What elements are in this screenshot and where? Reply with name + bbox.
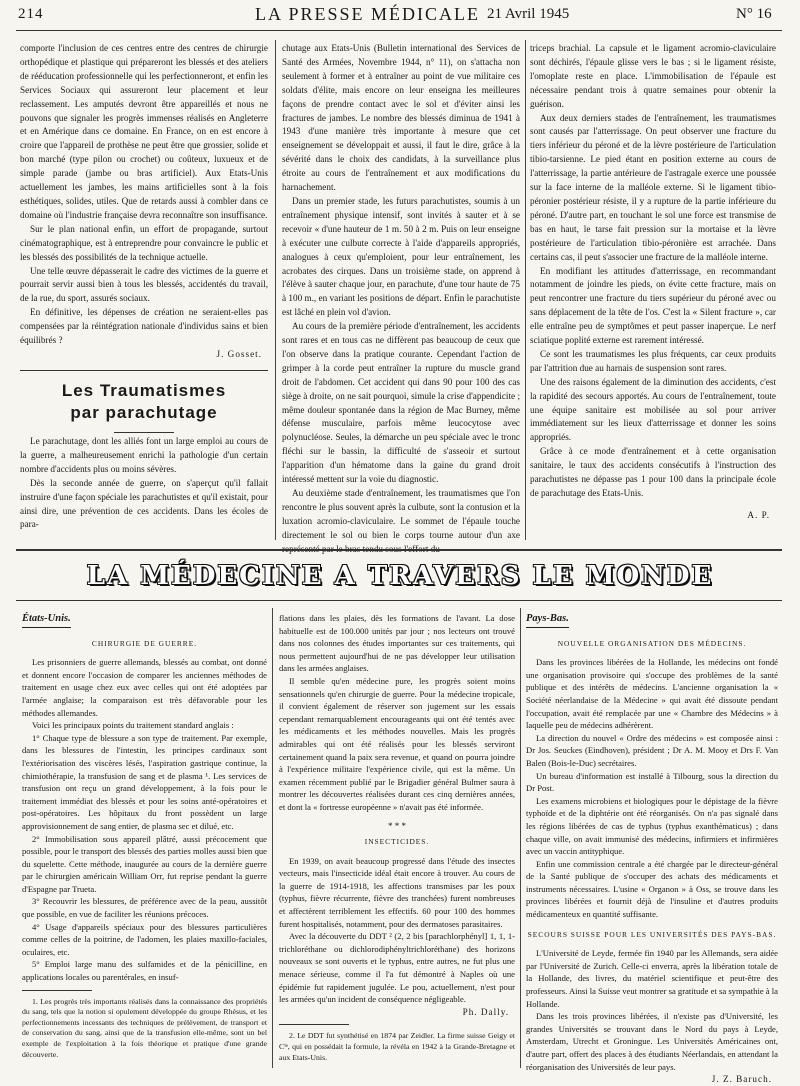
article-title-line1: Les Traumatismes [61, 381, 227, 400]
article-intro [20, 435, 268, 532]
paragraph: Il semble qu'en médecine pure, les progrès soient moins sensationnels qu'en chirurgie de guerre. Pour la médecine tropicale, il convient également de réserver son jugement sur les essais cependant remarquablement encourageants qui ont été tentés avec les médicaments et les méthodes nouvelles. Mais les progrès admirables qui ont été réalisés pour les blessés serviront certainement quand la paix sera revenue, et quand on pourra joindre à l'expérience militaire l'expérience civile, qui est la même. Un examen récemment publié par le Brigadier général Bulmer saura à montrer les découvertes réalisées durant ces cinq dernières années, et dont la « fortresse européenne » n'avait pas été informée. [279, 675, 515, 812]
issue-number: N° 16 [736, 6, 772, 22]
paragraph: triceps brachial. La capsule et le ligament acromio-claviculaire sont déchirés, l'épaule glisse vers le bas ; si le ligament résiste, l'omoplate reste en place. L'immobilisation de l'épaule est nécessaire pendant trois à quatre semaines pour obtenir la guérison. [530, 43, 776, 109]
article-heading [20, 380, 268, 433]
paragraph: Une telle œuvre dépasserait le cadre des victimes de la guerre et pourrait servir aussi bien à tous les blessés, accidentés du travail, de la rue, du sport, assurés sociaux. [20, 265, 268, 304]
page-number: 214 [18, 6, 44, 22]
paragraph: flations dans les plaies, dès les formations de l'avant. La dose habituelle est de 100.000 unités par jour ; nos lecteurs ont trouvé dans nos colonnes des études importantes sur ces traitements, qui nous permettent aujourd'hui de ne pas développer leur utilisation dans les armées anglaises. [279, 613, 515, 674]
paragraph: Dans les provinces libérées de la Hollande, les médecins ont fondé une organisation provisoire qui s'occupe des problèmes de la santé publique et des intérêts de médecins. L'ancienne organisation la « Société néerlandaise de la Médecine » qui avait été dissoute pendant l'occupation, avait été remplacée par une « Chambre des Médecins » à laquelle peu de médecins adhérèrent. [526, 657, 778, 731]
paragraph: comporte l'inclusion de ces centres entre des centres de chirurgie orthopédique et plastique qui prépareront les blessés et des ateliers de rééducation professionnelle qui les perfectionneront, et enfin les Services Sociaux qui assureront leur placement et leur reclassement. Les amputés devront être appareillés et nous ne pouvons que signaler les progrès immenses réalisés en Angleterre et en Amérique dans ce domaine. En France, on en est encore à croire que l'appareil de prothèse ne peut être que grossier, solide et bon marché (type pilon ou crochet) ou coûteux, luxueux et de simple parade (jambe ou bras artificiel). Aux Etats-Unis actuellement les jambes, les mains artificielles sont à la fois esthétiques, solides, utiles. Que de retards aussi à combler dans ce domaine où l'industrie française devra reconnaître son insuffisance. [20, 43, 268, 220]
paragraph: Les prisonniers de guerre allemands, blessés au combat, ont donné et donnent encore l'occasion de comparer les anciennes méthodes de traitement en usage chez eux avec celles qui ont été adoptées par l'armée anglaise; la comparaison est très défavorable pour les méthodes allemandes. [22, 657, 267, 718]
paragraph: 3° Recouvrir les blessures, de préférence avec de la peau, aussitôt que possible, en vue de faciliter les réunions précoces. [22, 896, 267, 920]
banner-rule-top [16, 549, 782, 551]
column-b [282, 42, 520, 554]
title-underline [114, 432, 174, 433]
paragraph: Aux deux derniers stades de l'entraînement, les traumatismes sont causés par l'atterrissage. On peut observer une fracture du tiers inférieur du péroné et de la lèvre postérieure de l'articulation tibio-tarsienne. Le pied étant en position externe au cours de l'atterrissage, la partie antérieure de l'astragale exerce une poussée sur la face interne de la malléole externe. Si le ligament tibio-péronier postérieur résiste, il y a rupture de la partie inférieure du péroné. D'autre part, en touchant le sol une force est transmise de bas en haut, le tarse fait pression sur la mortaise et la lèvre postérieure de l'articulation tibio-péronière est arrachée. Dans certains cas, il peut s'associer une fracture de la malléole interne. [530, 112, 776, 262]
paragraph: Sur le plan national enfin, un effort de propagande, surtout cinématographique, est à entreprendre pour convaincre le public et les blessés des possibilités de la technique actuelle. [20, 223, 268, 262]
column-divider [275, 40, 276, 540]
paragraph: Les examens microbiens et biologiques pour le dépistage de la fièvre typhoïde et de la diphtérie ont été réorganisés. On n'a pas signalé dans les régions libérées de cas de typhus (typhus exanthématicus) ; dans chaque ville, on avait immunisé des médecins, infirmiers et infirmières avec un vaccin antityphique. [526, 795, 778, 857]
paragraph: Enfin une commission centrale a été chargée par le directeur-général de la Santé publique de s'occuper des achats des médicaments et instruments nécessaires. L'usine « Organon » à Oss, se trouve dans les provinces libérées et fournit déjà de l'insuline et d'autres produits médicamenteux en quantité suffisante. [526, 858, 778, 920]
footnote [279, 1031, 515, 1063]
paragraph: 2° Immobilisation sous appareil plâtré, aussi précocement que possible, pour le transport des blessés des parties molles aussi bien que du squelette. Cette méthode, inaugurée au cours de la dernière guerre par le chirurgien américain William Orr, fut reprise pendant la guerre d'Espagne par Trueta. [22, 833, 267, 894]
header-rule [16, 30, 782, 31]
footnote-text: 1. Les progrès très importants réalisés dans la connaissance des propriétés du sang, tels que la notion si opulement développée du groupe Rhésus, et les perfectionnements incessants des techniques de prélèvement, de transport et de conservation du sang, ainsi que de la transfusion elle-même, sont un bel exemple de l'exploitation à la fois théorique et pratique d'une grande découverte. [22, 996, 267, 1059]
paragraph: 5° Emploi large manu des sulfamides et de la pénicilline, en applications locales ou parentérales, en insuf- [22, 959, 267, 983]
paragraph: Ce sont les traumatismes les plus fréquents, car ceux produits par l'attrition due au harnais de suspension sont rares. [530, 348, 776, 373]
paragraph: En 1939, on avait beaucoup progressé dans l'étude des insectes vecteurs, mais l'insecticide idéal était encore à trouver. Au cours de la guerre de 1914-1918, les affections transmises par les poux (typhus, fièvre récurrente, fièvre des tranchées) furent nombreuses et affectèrent terriblement les effectifs. 60 pour 100 des hommes furent hospitalisés, notamment, pour des dermatoses parasitaires. [279, 855, 515, 929]
section-heading: SECOURS SUISSE POUR LES UNIVERSITÉS DES PAYS-BAS. [527, 929, 777, 939]
country-heading: Pays-Bas. [526, 613, 569, 628]
column-a-continuation [20, 42, 268, 362]
article-title-line2: par parachutage [70, 403, 218, 422]
paragraph: Dès la seconde année de guerre, on s'aperçut qu'il fallait instruire d'une façon spéciale les parachutistes et qu'il existait, pour ainsi dire, une prévention de ces accidents. Dans les écoles de para- [20, 477, 268, 530]
paragraph: La direction du nouvel « Ordre des médecins » est composée ainsi : Dr Jos. Seuckes (Eindhoven), président ; Dr A. M. Mooy et Drs F. Van Balen (Bois-le-Duc) secrétaires. [526, 732, 778, 768]
paragraph: chutage aux Etats-Unis (Bulletin international des Services de Santé des Armées, Novembre 1944, n° 11), on s'attacha non seulement à former et à entraîner au point de vue militaire ces soldats d'élite, mais encore on leur enseigna les meilleures façons de prendre contact avec le sol et d'éviter ainsi les fractures de jambes. Le nombre des blessés diminua de 1941 à 1943 d'une manière très importante à mesure que cet enseignement se développait et aussi, il faut le dire, grâce à la sévérité dans le choix des candidats, à la surveillance plus étroite au cours de l'entraînement et aux modifications du harnachement. [282, 43, 520, 193]
paragraph: Dans les trois provinces libérées, il n'existe pas d'Université, les grandes Universités se trouvant dans le Nord du pays à Leyde, Amsterdam, Utrecht et Groningue. Les Universités Américaines ont, d'autre part, offert des places à des étudiants Néerlandais, en attendant la réorganisation des Universités de leur pays. [526, 1011, 778, 1072]
footnote [22, 997, 267, 1061]
author-signature: A. P. [747, 509, 770, 520]
banner-text: LA MÉDECINE A TRAVERS LE MONDE [86, 561, 714, 591]
section-heading: INSECTICIDES. [364, 837, 430, 847]
author-signature: J. Gosset. [216, 348, 262, 359]
column-divider [520, 608, 521, 1068]
paragraph: Voici les principaux points du traitement standard anglais : [32, 720, 234, 731]
journal-title: LA PRESSE MÉDICALE [255, 4, 481, 24]
column-divider [272, 608, 273, 1068]
paragraph: Dans un premier stade, les futurs parachutistes, soumis à un entraînement physique intensif, sont invités à sauter et à se recevoir « d'une hauteur de 1 m. 50 à 2 m. Puis on leur enseigne à exécuter une culbute correcte à l'aide d'appareils appropriés, analogues à ceux qu'emploient, pour leur entraînement, les acrobates des cirques. Dans un troisième stade, on apprend à l'élève à sauter chaque jour, en parachute, d'une tour haute de 75 à 100 m., en variant les positions de départ. Enfin le parachutiste est lâché en plein vol d'avion. [282, 195, 520, 318]
footnote-text: 2. Le DDT fut synthétisé en 1874 par Zeidler. La firme suisse Geigy et Cⁱᵉ, qui en possédait la formule, la révéla en 1942 à la Grande-Bretagne et aux Etats-Unis. [279, 1031, 515, 1062]
column-usa [22, 612, 267, 1077]
paragraph: Avec la découverte du DDT ² (2, 2 bis [parachlorphényl] 1, 1, 1-trichloréthane ou dichlorodiphényltrichloréthane) des horizons nouveaux se sont ouverts et le typhus, entre autres, ne fut plus une menace sérieuse, comme il l'a fut démontré à Naples où une épidémie fut rapidement jugulée. Le pou, actuellement, n'est pour les armées qu'un incident de conséquence négligeable. [279, 931, 515, 1005]
banner-rule-bottom [16, 600, 782, 601]
column-divider [525, 40, 526, 540]
paragraph: Grâce à ce mode d'entraînement et à cette organisation sanitaire, le taux des accidents consécutifs à l'instruction des parachutistes ne dépasse pas 1 pour 100 dans la principale école de parachutage des Etats-Unis. [530, 446, 776, 498]
footnote-rule [279, 1024, 349, 1025]
page-header [0, 4, 800, 26]
section-separator: * * * [388, 820, 406, 831]
paragraph: Au deuxième stade d'entraînement, les traumatismes que l'on rencontre le plus souvent après la culbute, sont la contusion et la luxation acromio-claviculaire. Le sommet de l'épaule touche directement le sol ou bien le corps tourne autour d'un axe représenté par le bras tendu sous l'effort du [282, 488, 520, 554]
footnote-rule [22, 990, 92, 991]
paragraph: 4° Usage d'appareils spéciaux pour des blessures particulières comme celles de la poitrine, de l'adomen, les plaies maxillo-faciales, oculaires, etc. [22, 921, 267, 957]
paragraph: En définitive, les dépenses de création ne seraient-elles pas compensées par la réintégration nationale d'individus sains et bien équilibrés ? [20, 307, 268, 346]
paragraph: Un bureau d'information est installé à Tilbourg, sous la direction du Dr Post. [526, 770, 778, 794]
paragraph: Une des raisons également de la diminution des accidents, c'est la rapidité des secours apportés. Au cours de l'entraînement, toute une équipe sanitaire est mobilisée au sol pour arriver immédiatement sur les lieux d'atterrissage et donner les soins appropriés. [530, 376, 776, 443]
column-netherlands [526, 612, 778, 1085]
section-rule [20, 370, 268, 371]
section-heading: CHIRURGIE DE GUERRE. [91, 638, 198, 648]
paragraph: En modifiant les attitudes d'atterrissage, en recommandant notamment de joindre les pieds, on évite cette fracture, mais on peut rencontrer une fracture du tiers supérieur du péroné avec ou sans déplacement de la tête de l'os. C'est la « Silent fracture », car elle entraîne peu de symptômes et peut passer inaperçue. Le nerf sciatique poplité externe est rarement intéressé. [530, 265, 776, 346]
author-signature: Ph. Dally. [462, 1006, 509, 1017]
column-usa-cont [279, 612, 515, 1077]
section-heading: NOUVELLE ORGANISATION DES MÉDECINS. [557, 638, 747, 648]
paragraph: 1° Chaque type de blessure a son type de traitement. Par exemple, dans les blessures de l'intestin, les principes cardinaux sont l'extériorisation des viscères lésés, l'aspiration gastrique continue, la chimiothérapie, la transfusion de sang et de plasma ¹. Les services de transfusion ont reçu un grand développement, à la fois pour le traitement immédiat des blessés et pour les soins anté-opératoires et post-opératoires. Les hôpitaux du front possèdent un large approvisionnement de sang entier, de plasma sec et dilué, etc. [22, 732, 267, 831]
paragraph: Le parachutage, dont les alliés font un large emploi au cours de la guerre, a malheureusement enrichi la pathologie d'un certain nombre d'accidents plus ou moins sévères. [20, 436, 268, 474]
column-c [530, 42, 776, 547]
paragraph: Au cours de la première période d'entraînement, les accidents sont rares et en tous cas ne diffèrent pas beaucoup de ceux que l'on observe dans la pratique courante. Cependant l'action de grimper à la corde peut entraîner la rupture du muscle grand droit de l'abdomen. Cet accident qui dans 90 pour 100 des cas siège à droite, on ne sait pourquoi, simule la crise d'appendicite ; même douleur spontanée dans la région de Mac Burney, même défense musculaire, parfois même leucocytose avec polynucléose. Seules, la démarche un peu spéciale avec le tronc fléchi sur le bassin, la difficulté de s'asseoir et surtout l'apparition d'un hématome dans la gaine du grand droit intéressé mettent sur la voie du diagnostic. [282, 321, 520, 485]
author-signature: J. Z. Baruch. [711, 1074, 772, 1085]
section-banner [0, 560, 800, 592]
issue-date: 21 Avril 1945 [487, 6, 570, 22]
country-heading: États-Unis. [22, 613, 71, 628]
paragraph: L'Université de Leyde, fermée fin 1940 par les Allemands, sera aidée par l'Université de Zurich. Celle-ci enverra, après la libération totale de la Hollande, des livres, du matériel scientifique et peut-être des professeurs. Ainsi la Suisse veut montrer sa gratitude et sa sympathie à la Hollande. [526, 948, 778, 1009]
